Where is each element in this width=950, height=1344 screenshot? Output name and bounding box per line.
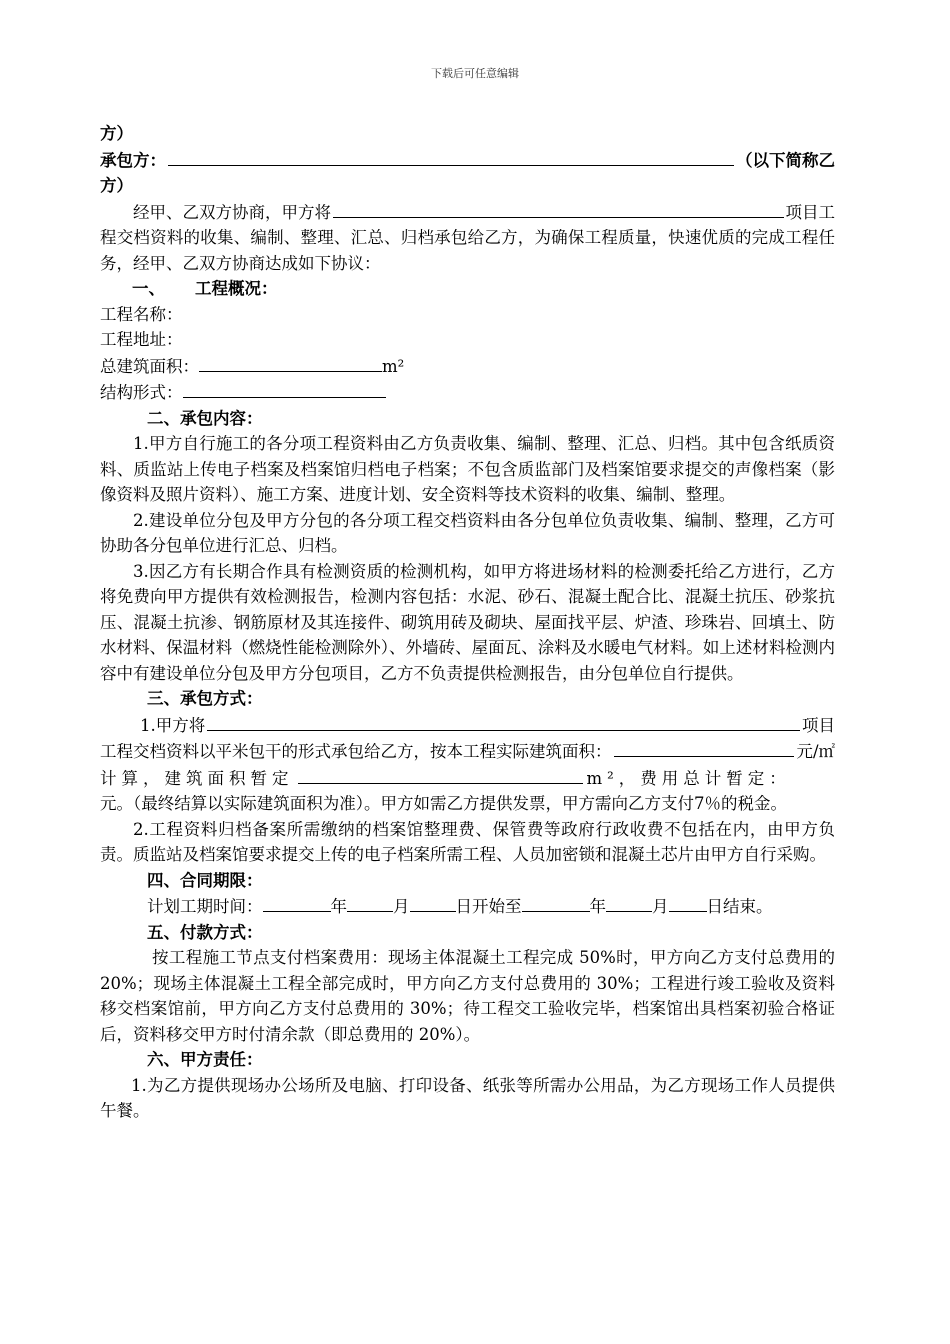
unit-price-blank[interactable]	[614, 738, 795, 757]
line-fang-top: 方）	[100, 124, 133, 143]
period-month-2: 月	[652, 897, 669, 916]
contractor-label: 承包方：	[100, 150, 166, 170]
method-1-line-3-text: 计算，建筑面积暂定	[100, 768, 294, 788]
section-1-number: 一、	[132, 279, 165, 298]
section-3-heading: 三、承包方式：	[147, 689, 263, 708]
period-year-1: 年	[330, 897, 347, 916]
contract-body	[100, 121, 835, 1124]
total-area-unit: m²	[382, 356, 405, 376]
period-end-text: 日结束。	[706, 897, 773, 916]
content-item-2: 2.建设单位分包及甲方分包的各分项工程交档资料由各分包单位负责收集、编制、整理，乙方可协助各分包单位进行汇总、归档。	[100, 510, 835, 555]
project-name-blank[interactable]	[333, 199, 784, 218]
method-1-tail: 项目	[802, 715, 835, 735]
content-item-1: 1.甲方自行施工的各分项工程资料由乙方负责收集、编制、整理、汇总、归档。其中包含纸质资料、质监站上传电子档案及档案馆归档电子档案；不包含质监部门及档案馆要求提交的声像档案（影像资料及照片资料）、施工方案、进度计划、安全资料等技术资料的收集、编制、整理。	[100, 434, 835, 504]
total-area-blank[interactable]	[199, 353, 382, 372]
intro-line-1	[100, 199, 835, 226]
project-address-label: 工程地址：	[100, 330, 183, 349]
structure-blank[interactable]	[183, 379, 386, 398]
start-month-blank[interactable]	[347, 893, 393, 912]
period-start-text: 日开始至	[455, 897, 522, 916]
page-header-note: 下载后可任意编辑	[431, 67, 519, 80]
structure-label: 结构形式：	[100, 383, 183, 402]
method-1-line-3	[100, 765, 835, 792]
project-name-label: 工程名称：	[100, 304, 183, 324]
contractor-line	[100, 147, 835, 174]
payment-paragraph: 按工程施工节点支付档案费用：现场主体混凝土工程完成 50%时，甲方向乙方支付总费用的 20%；现场主体混凝土工程全部完成时，甲方向乙方支付总费用的 30%；工程进行竣工验收及资料移交档案馆前，甲方向乙方支付总费用的 30%；待工程交工验收完毕，档案馆出具档案初验合格证后，资料移交甲方时付清余款（即总费用的 20%）。	[100, 948, 835, 1044]
section-2-heading: 二、承包内容：	[147, 408, 263, 428]
section-6-heading: 六、甲方责任：	[147, 1050, 263, 1069]
section-4-heading: 四、合同期限：	[147, 870, 263, 890]
method-1-unit: 元/㎡	[796, 742, 835, 761]
section-1-title: 工程概况：	[195, 279, 278, 298]
end-day-blank[interactable]	[669, 893, 707, 912]
intro-text-1: 经甲、乙双方协商，甲方将	[133, 202, 331, 222]
method-1-line-1	[100, 712, 835, 739]
method-1-head: 1.甲方将	[140, 715, 206, 735]
method-1-line-2	[100, 738, 835, 765]
method-1-line-4: 元。（最终结算以实际建筑面积为准）。甲方如需乙方提供发票，甲方需向乙方支付7％的税金。	[100, 794, 787, 813]
intro-text-1-tail: 项目工	[785, 202, 835, 222]
area-tentative-blank[interactable]	[298, 765, 583, 784]
responsibility-item-1: 1.为乙方提供现场办公场所及电脑、打印设备、纸张等所需办公用品，为乙方现场工作人员提供午餐。	[100, 1075, 835, 1120]
contractor-blank[interactable]	[168, 147, 734, 166]
period-year-2: 年	[589, 897, 606, 916]
intro-paragraph: 程交档资料的收集、编制、整理、汇总、归档承包给乙方，为确保工程质量，快速优质的完成工程任务，经甲、乙双方协商达成如下协议：	[100, 228, 835, 273]
section-1-heading	[100, 276, 835, 302]
period-month-1: 月	[393, 897, 410, 916]
method-item-2: 2.工程资料归档备案所需缴纳的档案馆整理费、保管费等政府行政收费不包括在内，由甲方负责。质监站及档案馆要求提交上传的电子档案所需工程、人员加密锁和混凝土芯片由甲方自行采购。	[100, 819, 835, 864]
start-year-blank[interactable]	[263, 893, 331, 912]
contractor-suffix: （以下简称乙	[736, 150, 835, 170]
start-day-blank[interactable]	[410, 893, 456, 912]
line-fang-2: 方）	[100, 176, 133, 195]
period-line	[100, 893, 835, 920]
section-5-heading: 五、付款方式：	[147, 922, 263, 942]
total-area-line	[100, 353, 835, 380]
structure-line	[100, 379, 835, 406]
method-1-line-3-tail: m²，费用总计暂定：	[586, 768, 791, 788]
period-label: 计划工期时间：	[147, 897, 263, 916]
total-area-label: 总建筑面积：	[100, 356, 199, 376]
end-month-blank[interactable]	[606, 893, 652, 912]
content-item-3: 3.因乙方有长期合作具有检测资质的检测机构，如甲方将进场材料的检测委托给乙方进行，乙方将免费向甲方提供有效检测报告，检测内容包括：水泥、砂石、混凝土配合比、混凝土抗压、砂浆抗压、混凝土抗渗、钢筋原材及其连接件、砌筑用砖及砌块、屋面找平层、炉渣、珍珠岩、回填土、防水材料、保温材料（燃烧性能检测除外）、外墙砖、屋面瓦、涂料及水暖电气材料。如上述材料检测内容中有建设单位分包及甲方分包项目，乙方不负责提供检测报告，由分包单位自行提供。	[100, 561, 835, 683]
method-1-line-2-text: 工程交档资料以平米包干的形式承包给乙方，按本工程实际建筑面积：	[100, 742, 612, 761]
method-project-blank[interactable]	[207, 712, 800, 731]
end-year-blank[interactable]	[522, 893, 590, 912]
